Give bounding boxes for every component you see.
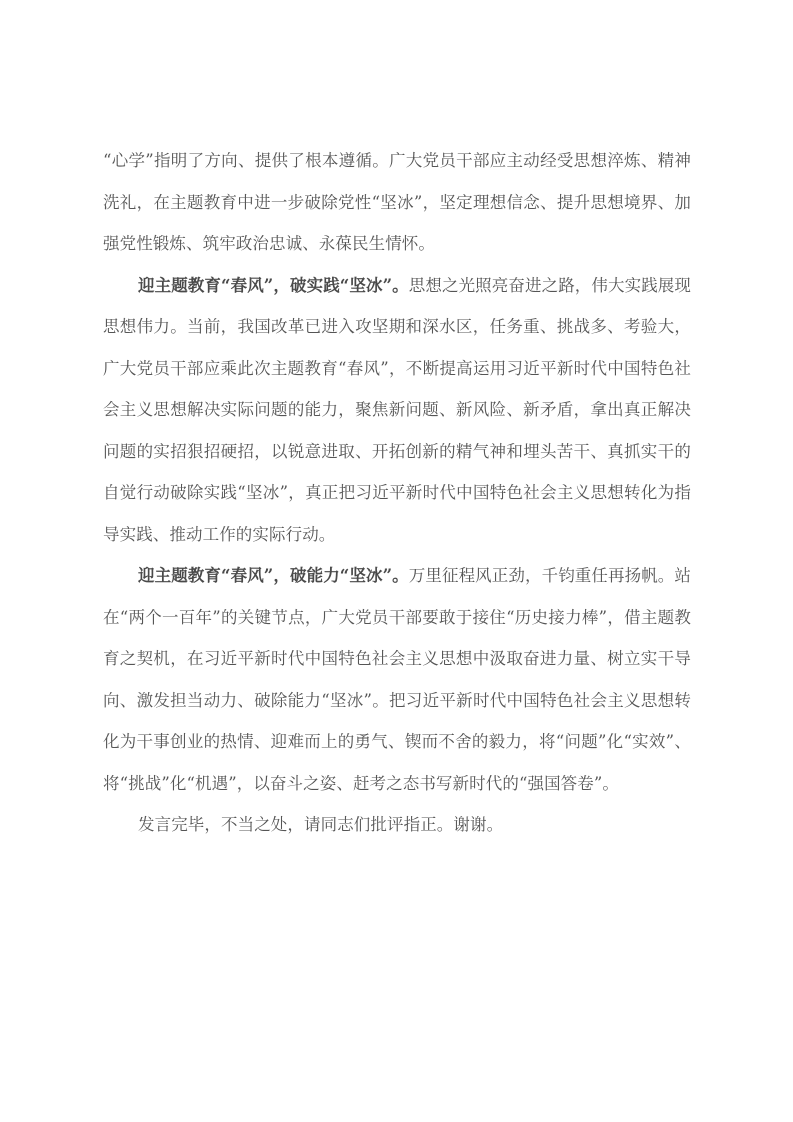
paragraph-text: 思想之光照亮奋进之路，伟大实践展现思想伟力。当前，我国改革已进入攻坚期和深水区，任务重、挑战多、考验大，广大党员干部应乘此次主题教育“春风”，不断提高运用习近平新时代中国特色社会主义思想解决实际问题的能力，聚焦新问题、新风险、新矛盾，拿出真正解决问题的实招狠招硬招，以锐意进取、开拓创新的精气神和埋头苦干、真抓实干的自觉行动破除实践“坚冰”，真正把习近平新时代中国特色社会主义思想转化为指导实践、推动工作的实际行动。 [103, 275, 691, 544]
paragraph-text: 发言完毕，不当之处，请同志们批评指正。谢谢。 [138, 815, 504, 834]
paragraph-text: 万里征程风正劲，千钧重任再扬帆。站在“两个一百年”的关键节点，广大党员干部要敢于接住“历史接力棒”，借主题教育之契机，在习近平新时代中国特色社会主义思想中汲取奋进力量、树立实干导向、激发担当动力、破除能力“坚冰”。把习近平新时代中国特色社会主义思想转化为干事创业的热情、迎难而上的勇气、锲而不舍的毅力，将“问题”化“实效”、将“挑战”化“机遇”，以奋斗之姿、赶考之态书写新时代的“强国答卷”。 [103, 566, 691, 793]
paragraph [103, 265, 691, 556]
paragraph [103, 804, 691, 846]
paragraph [103, 140, 691, 265]
paragraph [103, 555, 691, 804]
paragraph-lead: 迎主题教育“春风”，破实践“坚冰”。 [138, 275, 409, 295]
paragraph-lead: 迎主题教育“春风”，破能力“坚冰”。 [138, 566, 409, 585]
paragraph-text: “心学”指明了方向、提供了根本遵循。广大党员干部应主动经受思想淬炼、精神洗礼，在主题教育中进一步破除党性“坚冰”，坚定理想信念、提升思想境界、加强党性锻炼、筑牢政治忠诚、永葆民生情怀。 [103, 151, 691, 253]
document-body [103, 140, 691, 846]
